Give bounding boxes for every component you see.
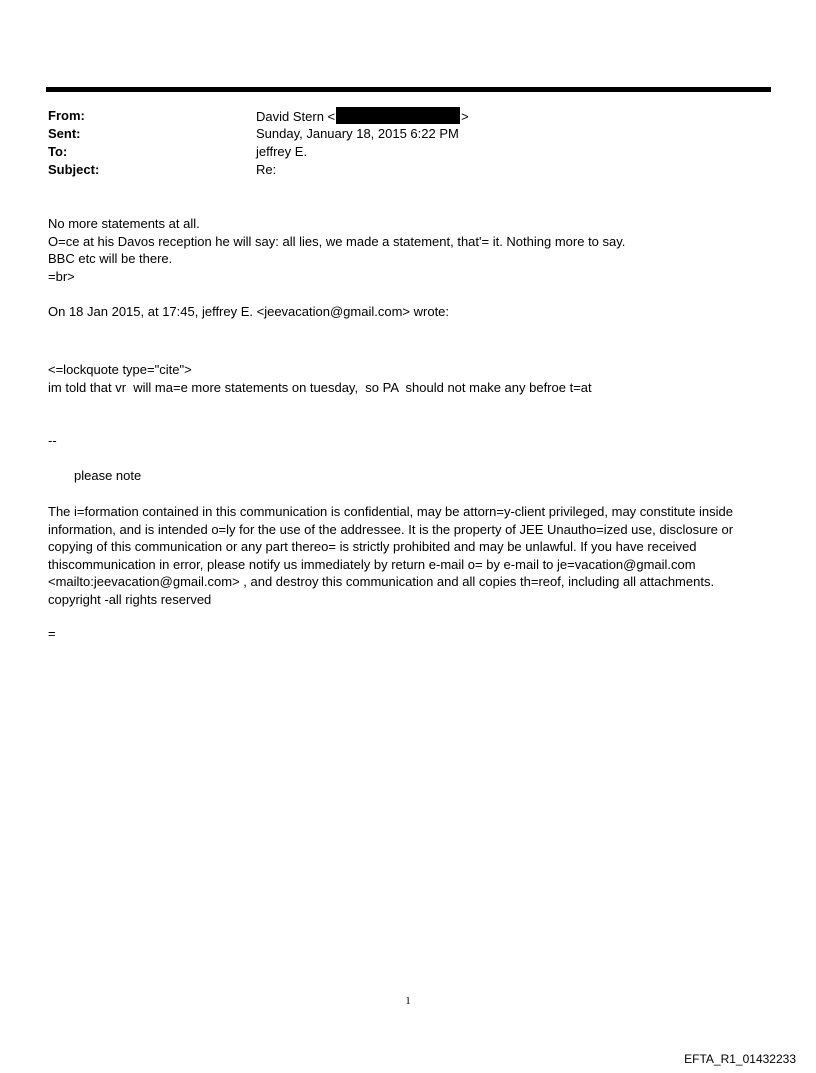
disclaimer-text: The i=formation contained in this communication is confidential, may be attorn=y-client privileged, may constitute inside information, and is intended o=ly for the use of the addressee. It is the property of JEE Unautho=ized use, disclosure or copying of this communication or any part thereo= is strictly prohibited and may be unlawful. If you have received thiscommunication in error, please notify us immediately by return e-mail o= by e-mail to je=vacation@gmail.com <mailto:jeevacation@gmail.com> , and destroy this communication and all copies th=reof, including all attachments. copyright -all rights reserved	[48, 504, 737, 607]
trailing-equals	[48, 625, 768, 643]
to-label: To:	[48, 144, 68, 159]
sig-dashes: --	[48, 433, 57, 448]
body-line: =br>	[48, 268, 75, 284]
page-number: 1	[405, 995, 411, 1007]
signature-separator	[48, 432, 768, 450]
from-label: From:	[48, 108, 85, 123]
header-divider	[46, 87, 771, 92]
body-line: No more statements at all.	[48, 216, 200, 231]
disclaimer	[48, 503, 768, 608]
trailing-eq: =	[48, 626, 56, 641]
quoted-line: im told that vr will ma=e more statements on tuesday, so PA should not make any befroe t=at	[48, 379, 592, 395]
subject-label: Subject:	[48, 162, 100, 177]
body-line: O=ce at his Davos reception he will say: all lies, we made a statement, that'= it. Nothing more to say.	[48, 233, 626, 249]
quote-intro	[48, 303, 768, 321]
message-body	[48, 215, 768, 285]
subject-value: Re:	[256, 162, 277, 177]
document-id: EFTA_R1_01432233	[684, 1052, 796, 1066]
quoted-block	[48, 361, 768, 396]
blockquote-tag: <=lockquote type="cite">	[48, 362, 192, 377]
from-name: David Stern	[256, 109, 324, 124]
body-line: BBC etc will be there.	[48, 251, 173, 266]
please-note-line: please note	[74, 468, 142, 483]
from-open-bracket: <	[327, 109, 336, 124]
from-close-bracket: >	[461, 109, 469, 124]
sent-label: Sent:	[48, 126, 81, 141]
please-note	[74, 467, 768, 485]
redaction-block	[336, 107, 460, 124]
from-value	[256, 107, 469, 126]
quote-intro-line: On 18 Jan 2015, at 17:45, jeffrey E. <jeevacation@gmail.com> wrote:	[48, 304, 450, 319]
sent-value: Sunday, January 18, 2015 6:22 PM	[256, 126, 459, 141]
to-value: jeffrey E.	[256, 144, 308, 159]
